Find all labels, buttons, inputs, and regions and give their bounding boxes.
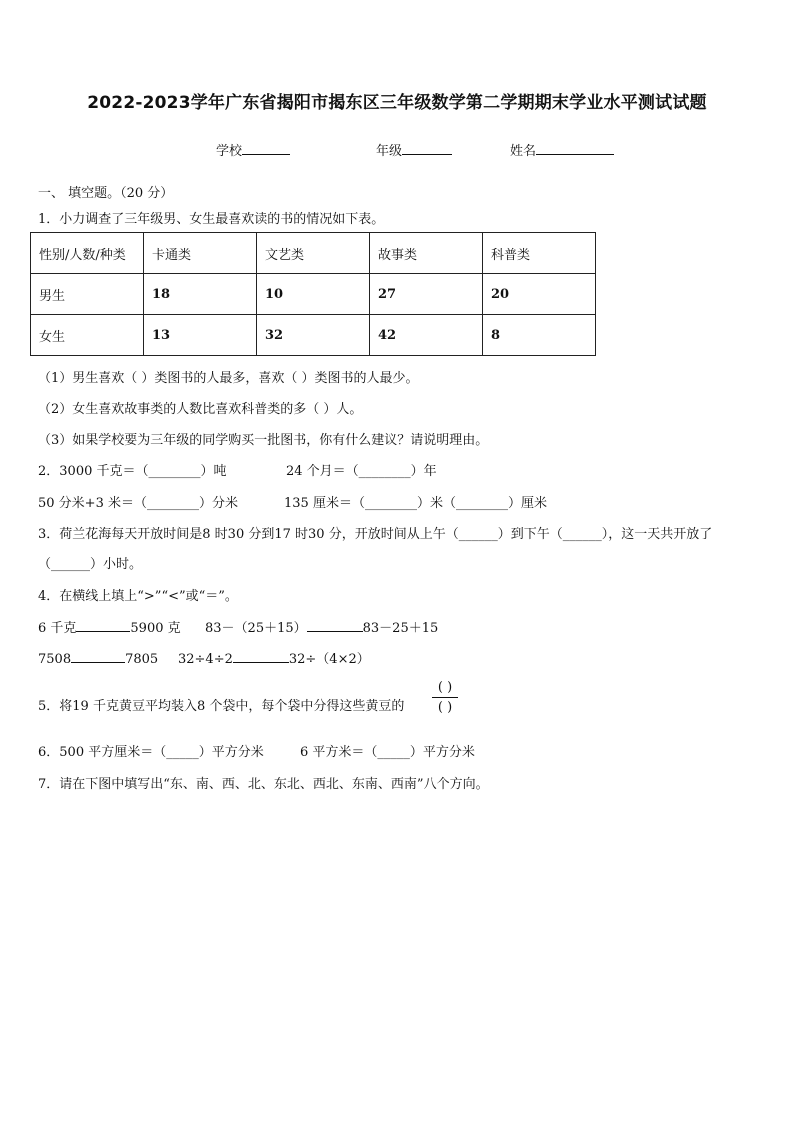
- question-1-sub-1: （1）男生喜欢（ ）类图书的人最多，喜欢（ ）类图书的人最少。: [38, 371, 419, 386]
- table-cell: 32: [257, 315, 370, 356]
- name-field: [510, 140, 614, 159]
- question-1-sub-3: （3）如果学校要为三年级的同学购买一批图书，你有什么建议？请说明理由。: [38, 433, 489, 448]
- table-header-cell: 性别/人数/种类: [31, 233, 144, 274]
- question-6-a: 6．500 平方厘米＝（_____）平方分米: [38, 745, 264, 760]
- compare-item-b: [205, 617, 438, 636]
- question-6-b: 6 平方米＝（_____）平方分米: [300, 745, 475, 760]
- answer-blank: [307, 617, 363, 632]
- table-cell: 27: [370, 274, 483, 315]
- table-header-cell: 文艺类: [257, 233, 370, 274]
- table-row: [31, 274, 596, 315]
- compare-right: 32÷（4×2）: [288, 652, 370, 667]
- compare-right: 7805: [125, 652, 159, 667]
- section-heading: 一、 填空题。（20 分）: [38, 186, 174, 201]
- question-2-a: 2．3000 千克＝（________）吨: [38, 464, 227, 479]
- question-4-text: 4．在横线上填上“>”“<”或“＝”。: [38, 589, 238, 604]
- question-5-text: 5．将19 千克黄豆平均装入8 个袋中，每个袋中分得这些黄豆的: [38, 699, 405, 714]
- question-1-text: 1．小力调查了三年级男、女生最喜欢读的书的情况如下表。: [38, 212, 385, 227]
- answer-blank: [233, 648, 289, 663]
- compare-right: 83－25＋15: [362, 621, 439, 636]
- grade-field: [376, 140, 452, 159]
- compare-item-a: [38, 617, 181, 636]
- name-label: 姓名: [510, 144, 537, 159]
- table-header-cell: 科普类: [483, 233, 596, 274]
- school-field: [216, 140, 290, 159]
- question-2-d: 135 厘米＝（________）米（________）厘米: [284, 496, 547, 511]
- compare-right: 5900 克: [130, 621, 181, 636]
- school-blank: [242, 140, 290, 155]
- answer-blank: [71, 648, 125, 663]
- table-cell: 18: [144, 274, 257, 315]
- compare-left: 83－（25＋15）: [205, 621, 307, 636]
- fraction-bar: [432, 697, 458, 698]
- fraction-denominator: ( ): [437, 700, 453, 715]
- table-cell: 20: [483, 274, 596, 315]
- table-cell: 42: [370, 315, 483, 356]
- table-cell: 男生: [31, 274, 144, 315]
- school-label: 学校: [216, 144, 243, 159]
- student-info-row: [0, 140, 794, 160]
- grade-blank: [402, 140, 452, 155]
- fraction-blank: [432, 680, 458, 715]
- fraction-numerator: ( ): [437, 680, 453, 695]
- compare-left: 32÷4÷2: [178, 652, 233, 667]
- compare-item-c: [38, 648, 158, 667]
- book-survey-table: [30, 232, 596, 356]
- table-cell: 13: [144, 315, 257, 356]
- table-cell: 8: [483, 315, 596, 356]
- compare-left: 6 千克: [38, 621, 77, 636]
- question-1-sub-2: （2）女生喜欢故事类的人数比喜欢科普类的多（ ）人。: [38, 402, 363, 417]
- exam-title: 2022-2023学年广东省揭阳市揭东区三年级数学第二学期期末学业水平测试试题: [87, 93, 707, 113]
- name-blank: [536, 140, 614, 155]
- answer-blank: [76, 617, 130, 632]
- table-cell: 10: [257, 274, 370, 315]
- question-2-b: 24 个月＝（________）年: [286, 464, 437, 479]
- table-row: [31, 315, 596, 356]
- question-3-line-1: 3．荷兰花海每天开放时间是8 时30 分到17 时30 分，开放时间从上午（______）到下午（______），这一天共开放了: [38, 527, 713, 542]
- table-cell: 女生: [31, 315, 144, 356]
- question-7-text: 7．请在下图中填写出“东、南、西、北、东北、西北、东南、西南”八个方向。: [38, 777, 489, 792]
- table-header-cell: 故事类: [370, 233, 483, 274]
- question-2-c: 50 分米+3 米＝（________）分米: [38, 496, 238, 511]
- grade-label: 年级: [376, 144, 403, 159]
- table-header-row: [31, 233, 596, 274]
- table-header-cell: 卡通类: [144, 233, 257, 274]
- question-3-line-2: （______）小时。: [38, 557, 143, 572]
- compare-left: 7508: [38, 652, 72, 667]
- compare-item-d: [178, 648, 370, 667]
